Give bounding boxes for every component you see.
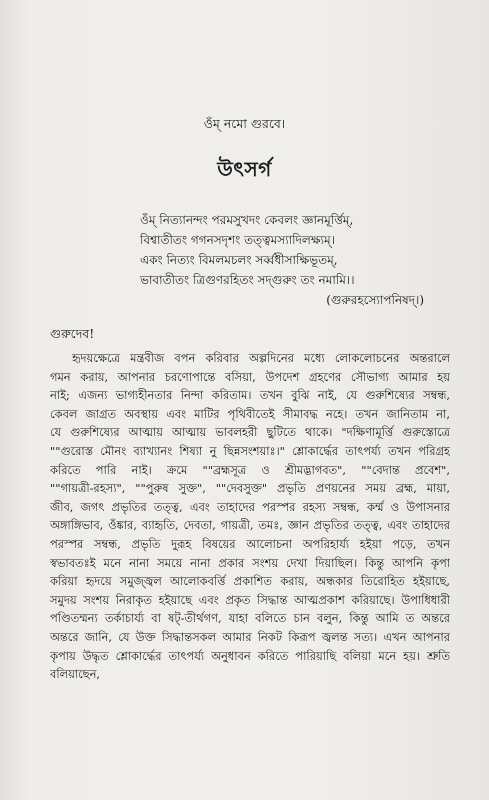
- verse-line: ওঁম্ নিত্যানন্দং পরমসুখদং কেবলং জ্ঞানমূর্ত্তিম্,: [140, 213, 354, 227]
- body-line: করিতে পারি নাই। ক্রমে ""ব্রহ্মসূত্র ও শ্রীমদ্ভাগবত", ""বেদান্ত প্রবেশ",: [50, 462, 450, 477]
- verse-source: (গুরুরহস্যোপনিষদ্।): [326, 293, 424, 307]
- body-line: অঙ্গাঙ্গিভাব, ওঁঙ্কার, ব্যাহৃতি, দেবতা, গায়ত্রী, তমঃ, জ্ঞান প্রভৃতির তত্ত্ব, এবং তাহাদের: [50, 518, 450, 533]
- body-line: নাই; এজন্য ভাগ্যহীনতার নিন্দা করিতাম। তখন বুঝি নাই, যে গুরুশিষ্যের সম্বন্ধ,: [50, 388, 450, 403]
- dedication-body: [50, 349, 450, 684]
- body-line: পরস্পর সম্বন্ধ, প্রভৃতি দুরূহ বিষয়ের আলোচনা অপরিহার্য্য হইয়া পড়ে, তখন: [50, 536, 450, 551]
- invocation-line: ওঁম্ নমো গুরবে।: [203, 116, 286, 131]
- body-line: জীব, জগৎ প্রভৃতির তত্ত্ব, এবং তাহাদের পরস্পর রহস্য সম্বন্ধ, কর্ম্ম ও উপাসনার: [50, 499, 450, 514]
- verse-line: বিশ্বাতীতং গগনসদৃশং তত্ত্বমস্যাদিলক্ষ্যম্।: [140, 233, 335, 247]
- dedication-heading: উৎসর্গ: [217, 157, 272, 181]
- verse-line: ভাবাতীতং ত্রিগুণরহিতং সদ্গুরুং তং নমামি।।: [140, 273, 355, 287]
- body-line: কৃপায় উদ্ধৃত শ্লোকার্দ্ধের তাৎপর্য্য অনুধাবন করিতে পারিয়াছি বলিয়া মনে হয়। শ্রুতি: [50, 648, 450, 663]
- body-line: সমুদয় সংশয় নিরাকৃত হইয়াছে এবং প্রকৃত সিদ্ধান্ত আত্মপ্রকাশ করিয়াছে। উপাধিধারী: [50, 592, 450, 607]
- body-line: ""গায়ত্রী-রহস্য", ""পুরুষ সুক্ত", ""দেবসুক্ত" প্রভৃতি প্রণয়নের সময় ব্রহ্ম, মায়া,: [50, 481, 450, 496]
- body-line: বলিয়াছেন,: [50, 667, 100, 682]
- body-line: যে গুরুশিষ্যের আত্মায় আত্মায় ভাবলহরী ছুটিতে থাকে। "দক্ষিণামূর্ত্তি গুরুস্তোত্রে: [50, 425, 450, 440]
- body-line: অন্তরে জানি, যে উক্ত সিদ্ধান্তসকল আমার নিকট কিরূপ জ্বলন্ত সত্য। এখন আপনার: [50, 629, 450, 644]
- body-line: স্বভাবতঃই মনে নানা সময়ে নানা প্রকার সংশয় দেখা দিয়াছিল। কিন্তু আপনি কৃপা: [50, 555, 450, 570]
- body-line: করিয়া হৃদয়ে সমুজ্জ্বল আলোকবর্ত্তি প্রকাশিত করায়, অন্ধকার তিরোহিত হইয়াছে,: [50, 574, 450, 589]
- verse-line: একং নিত্যং বিমলমচলং সর্ব্বধীসাক্ষিভূতম্,: [140, 253, 338, 267]
- body-line: পণ্ডিতম্মন্য তর্কাচার্য্য বা ষট্‌-তীর্থগণ, যাহা বলিতে চান বলুন, কিন্তু আমি ত অন্তরে: [50, 611, 450, 626]
- body-line: হৃদয়ক্ষেত্রে মন্ত্রবীজ বপন করিবার অল্পদিনের মধ্যে লোকলোচনের অন্তরালে: [72, 351, 450, 365]
- body-line: ""গুরোস্ত মৌনং ব্যাখ্যানং শিষ্যা নু ছিন্নসংশয়াঃ।" শ্লোকার্দ্ধের তাৎপর্য্য তখন পরিগ্রহ: [50, 443, 450, 458]
- sanskrit-verse: [140, 210, 440, 310]
- body-line: কেবল জাগ্রত অবস্থায় এবং মাটির পৃথিবীতেই সীমাবদ্ধ নহে। তখন জানিতাম না,: [50, 406, 450, 421]
- salutation: গুরুদেব!: [50, 326, 95, 341]
- body-line: গমন করায়, আপনার চরণোপান্তে বসিয়া, উপদেশ গ্রহণের সৌভাগ্য আমার হয়: [50, 369, 450, 384]
